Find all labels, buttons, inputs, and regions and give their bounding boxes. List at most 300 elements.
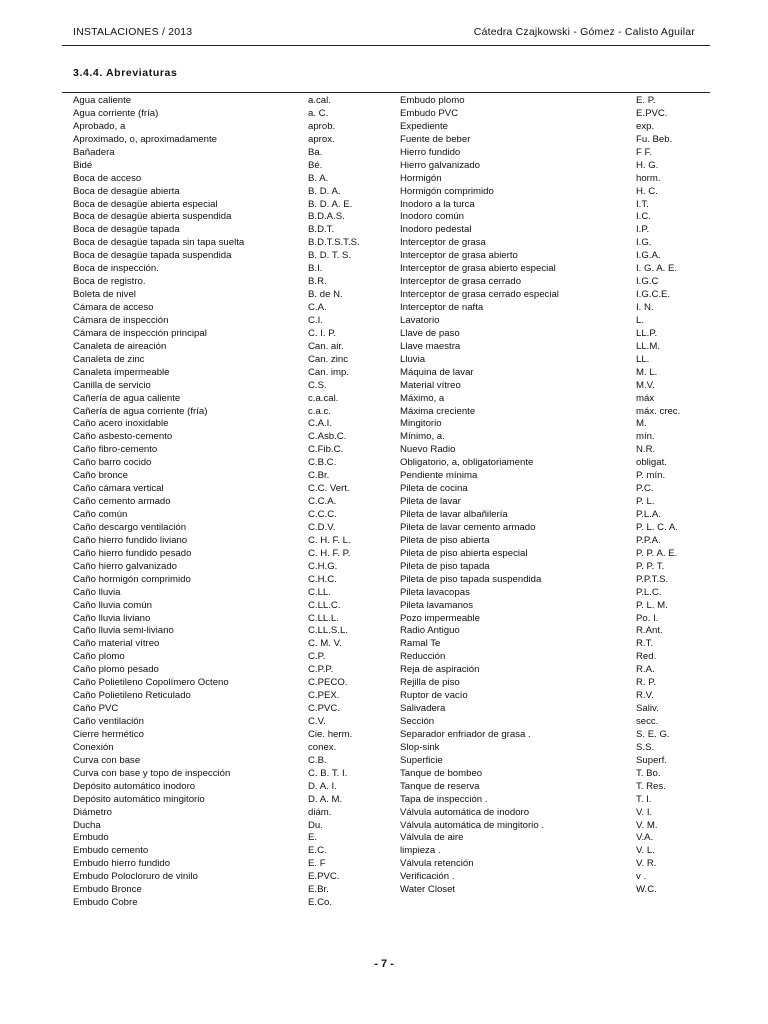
abbreviation-row	[400, 781, 700, 794]
abbreviation-code: E. F	[308, 858, 326, 870]
abbreviation-code: B.D.T.	[308, 224, 335, 236]
abbreviation-term: Caño PVC	[73, 703, 119, 715]
abbreviation-term: Máximo, a	[400, 392, 445, 404]
abbreviation-term: Caño cámara vertical	[73, 483, 164, 495]
abbreviation-term: Pileta de lavar cemento armado	[400, 521, 536, 533]
abbreviation-code: S.S.	[636, 741, 655, 753]
abbreviation-term: Canilla de servicio	[73, 379, 151, 391]
abbreviation-row	[400, 418, 700, 431]
abbreviation-row	[73, 638, 388, 651]
abbreviation-row	[73, 483, 388, 496]
abbreviation-code: V. M.	[636, 819, 658, 831]
abbreviation-row	[73, 600, 388, 613]
abbreviation-code: C.LL.L.	[308, 612, 339, 624]
abbreviation-code: C. M. V.	[308, 638, 342, 650]
abbreviation-row	[400, 276, 700, 289]
abbreviation-code: C. H. F. P.	[308, 547, 351, 559]
abbreviation-term: Inodoro a la turca	[400, 198, 475, 210]
abbreviation-row	[400, 108, 700, 121]
abbreviation-term: Cámara de inspección	[73, 314, 169, 326]
abbreviation-term: Caño ventilación	[73, 716, 144, 727]
abbreviation-code: F F.	[636, 146, 652, 158]
abbreviation-term: limpieza .	[400, 845, 441, 857]
abbreviation-term: Mingitorio	[400, 418, 442, 430]
abbreviation-term: Separador enfriador de grasa .	[400, 728, 531, 740]
abbreviation-row	[400, 600, 700, 613]
abbreviation-term: Reducción	[400, 651, 446, 663]
abbreviation-row	[73, 173, 388, 186]
abbreviation-code: E. P.	[636, 95, 656, 106]
abbreviation-row	[400, 548, 700, 561]
abbreviation-row	[73, 406, 388, 419]
abbreviation-term: Pileta de lavar albañilería	[400, 509, 508, 520]
abbreviation-row	[73, 341, 388, 354]
abbreviation-code: C.LL.C.	[308, 599, 341, 611]
abbreviation-row	[400, 871, 700, 884]
abbreviation-row	[400, 677, 700, 690]
abbreviation-row	[400, 380, 700, 393]
abbreviation-code: B.I.	[308, 263, 323, 275]
abbreviation-term: Radio Antiguo	[400, 625, 460, 637]
abbreviations-column-left	[73, 95, 388, 910]
abbreviation-code: C.P.	[308, 651, 326, 663]
abbreviation-term: Boca de desagüe abierta suspendida	[73, 211, 232, 223]
abbreviation-code: B.R.	[308, 276, 327, 288]
abbreviation-term: Reja de aspiración	[400, 664, 480, 676]
abbreviation-code: B. D. A. E.	[308, 198, 353, 210]
abbreviation-code: C.C.A.	[308, 496, 337, 508]
abbreviation-term: Caño hierro galvanizado	[73, 560, 177, 572]
abbreviation-term: Caño Polietileno Reticulado	[73, 690, 191, 702]
abbreviation-code: B.D.T.S.T.S.	[308, 237, 360, 249]
abbreviation-code: Cie. herm.	[308, 728, 353, 740]
abbreviation-code: I.G.	[636, 237, 652, 249]
abbreviation-row	[400, 884, 700, 897]
abbreviation-code: M.V.	[636, 379, 655, 391]
abbreviation-term: Slop-sink	[400, 741, 440, 753]
section-rule	[62, 92, 710, 93]
abbreviation-row	[73, 548, 388, 561]
abbreviation-code: C.Fib.C.	[308, 444, 344, 456]
abbreviation-term: Diámetro	[73, 806, 112, 818]
abbreviation-code: máx	[636, 392, 655, 404]
abbreviation-row	[73, 224, 388, 237]
abbreviation-row	[73, 625, 388, 638]
abbreviation-term: Tanque de bombeo	[400, 767, 483, 779]
abbreviation-row	[73, 768, 388, 781]
abbreviation-row	[400, 832, 700, 845]
abbreviation-term: Interceptor de grasa	[400, 237, 486, 249]
abbreviation-code: L.	[636, 314, 645, 326]
abbreviation-code: V. L.	[636, 845, 655, 857]
abbreviation-term: Embudo PVC	[400, 107, 459, 119]
abbreviation-term: Pileta de piso abierta especial	[400, 547, 528, 559]
abbreviation-code: B.D.A.S.	[308, 211, 345, 223]
abbreviation-row	[73, 729, 388, 742]
abbreviation-code: C.P.P.	[308, 664, 334, 676]
abbreviation-code: T. Res.	[636, 780, 666, 792]
abbreviation-code: M. L.	[636, 366, 658, 378]
abbreviation-term: Agua caliente	[73, 95, 132, 106]
abbreviation-code: E.PVC.	[308, 871, 340, 883]
abbreviation-term: Válvula de aire	[400, 832, 464, 844]
abbreviation-row	[73, 211, 388, 224]
abbreviation-row	[73, 121, 388, 134]
abbreviation-code: V. R.	[636, 858, 657, 870]
abbreviation-row	[400, 755, 700, 768]
abbreviation-term: Interceptor de grasa abierto	[400, 250, 518, 262]
abbreviation-row	[73, 574, 388, 587]
abbreviation-code: Superf.	[636, 754, 667, 766]
abbreviation-term: Interceptor de grasa cerrado	[400, 276, 522, 288]
abbreviation-row	[400, 224, 700, 237]
abbreviation-code: P. L.	[636, 496, 655, 508]
abbreviation-row	[73, 134, 388, 147]
abbreviation-code: C.Asb.C.	[308, 431, 347, 443]
abbreviation-row	[73, 315, 388, 328]
abbreviation-row	[400, 742, 700, 755]
abbreviation-term: Verificación .	[400, 871, 455, 883]
abbreviation-term: Lavatorio	[400, 314, 440, 326]
abbreviation-code: N.R.	[636, 444, 656, 456]
abbreviation-term: Pileta de cocina	[400, 483, 468, 495]
abbreviation-row	[73, 897, 388, 910]
abbreviation-row	[400, 703, 700, 716]
abbreviation-code: LL.	[636, 353, 650, 365]
abbreviation-row	[73, 781, 388, 794]
abbreviation-term: Water Closet	[400, 884, 456, 896]
abbreviation-term: Inodoro pedestal	[400, 224, 472, 236]
abbreviation-row	[73, 457, 388, 470]
abbreviation-row	[400, 367, 700, 380]
abbreviation-row	[400, 211, 700, 224]
abbreviation-term: Caño barro cocido	[73, 457, 152, 469]
abbreviation-code: C.S.	[308, 379, 327, 391]
abbreviation-code: C.B.C.	[308, 457, 337, 469]
abbreviation-code: P. mín.	[636, 470, 666, 482]
abbreviation-term: Pileta de lavar	[400, 496, 461, 508]
abbreviation-term: Embudo plomo	[400, 95, 465, 106]
abbreviation-term: Caño lluvia	[73, 586, 121, 598]
abbreviation-code: H. G.	[636, 159, 659, 171]
abbreviation-row	[400, 574, 700, 587]
abbreviation-code: C.Br.	[308, 470, 330, 482]
abbreviation-term: Caño Polietileno Copolímero Octeno	[73, 677, 229, 689]
abbreviation-term: Caño común	[73, 509, 128, 520]
abbreviation-code: a. C.	[308, 107, 329, 119]
abbreviation-row	[400, 729, 700, 742]
abbreviation-code: T. Bo.	[636, 767, 661, 779]
abbreviation-term: Boca de acceso	[73, 172, 142, 184]
abbreviation-term: Depósito automático mingitorio	[73, 793, 205, 805]
abbreviation-term: Pileta lavamanos	[400, 599, 474, 611]
header-rule	[62, 45, 710, 46]
abbreviation-code: W.C.	[636, 884, 657, 896]
abbreviation-row	[400, 820, 700, 833]
abbreviation-code: v .	[636, 871, 647, 883]
abbreviation-code: Saliv.	[636, 703, 659, 715]
abbreviation-row	[73, 160, 388, 173]
abbreviation-code: P. P. A. E.	[636, 547, 678, 559]
abbreviation-row	[73, 354, 388, 367]
abbreviation-term: Caño fibro-cemento	[73, 444, 158, 456]
abbreviation-code: P. P. T.	[636, 560, 665, 572]
abbreviation-term: Caño descargo ventilación	[73, 521, 187, 533]
abbreviation-term: Caño lluvia liviano	[73, 612, 151, 624]
abbreviation-term: Válvula automática de inodoro	[400, 806, 530, 818]
abbreviation-code: C.H.G.	[308, 560, 338, 572]
abbreviation-term: Caño plomo	[73, 651, 125, 663]
abbreviation-term: Hormigón	[400, 172, 442, 184]
abbreviation-code: I.G.A.	[636, 250, 661, 262]
abbreviation-code: C.LL.S.L.	[308, 625, 348, 637]
abbreviation-row	[400, 341, 700, 354]
abbreviation-term: Caño cemento armado	[73, 496, 171, 508]
abbreviation-term: Boca de registro.	[73, 276, 146, 288]
abbreviation-term: Boca de desagüe tapada	[73, 224, 180, 236]
abbreviation-row	[73, 380, 388, 393]
abbreviation-row	[400, 587, 700, 600]
abbreviation-code: Can. zinc	[308, 353, 348, 365]
abbreviation-code: Red.	[636, 651, 657, 663]
abbreviation-row	[400, 431, 700, 444]
abbreviation-row	[73, 431, 388, 444]
abbreviation-row	[73, 496, 388, 509]
abbreviation-row	[400, 651, 700, 664]
abbreviation-row	[73, 147, 388, 160]
abbreviation-code: C.A.I.	[308, 418, 332, 430]
abbreviation-code: I. G. A. E.	[636, 263, 678, 275]
abbreviation-row	[400, 186, 700, 199]
abbreviation-term: Pozo impermeable	[400, 612, 480, 624]
abbreviation-term: Caño hierro fundido liviano	[73, 534, 188, 546]
abbreviation-term: Pendiente mínima	[400, 470, 478, 482]
abbreviation-row	[400, 509, 700, 522]
abbreviation-code: R.Ant.	[636, 625, 663, 637]
abbreviation-code: mín.	[636, 431, 655, 443]
abbreviation-row	[73, 716, 388, 729]
abbreviation-code: C.V.	[308, 716, 326, 727]
abbreviation-row	[73, 664, 388, 677]
abbreviation-code: secc.	[636, 716, 659, 727]
abbreviation-term: Máquina de lavar	[400, 366, 474, 378]
abbreviation-row	[400, 561, 700, 574]
abbreviation-row	[400, 625, 700, 638]
abbreviation-row	[400, 807, 700, 820]
abbreviation-row	[73, 651, 388, 664]
abbreviation-term: Interceptor de grasa cerrado especial	[400, 289, 559, 301]
abbreviation-code: P. L. M.	[636, 599, 668, 611]
abbreviation-code: B. de N.	[308, 289, 343, 301]
abbreviation-row	[400, 121, 700, 134]
abbreviation-row	[400, 237, 700, 250]
abbreviation-code: Bé.	[308, 159, 323, 171]
abbreviation-term: Interceptor de grasa abierto especial	[400, 263, 556, 275]
abbreviation-term: Ramal Te	[400, 638, 441, 650]
abbreviation-term: Hormigón comprimido	[400, 185, 494, 197]
abbreviation-term: Curva con base y topo de inspección	[73, 767, 231, 779]
abbreviation-row	[73, 328, 388, 341]
abbreviation-term: Cañería de agua caliente	[73, 392, 181, 404]
abbreviation-term: Cámara de acceso	[73, 302, 154, 313]
abbreviation-term: Salivadera	[400, 703, 446, 715]
abbreviation-code: exp.	[636, 120, 655, 132]
abbreviation-code: E.PVC.	[636, 107, 668, 119]
abbreviation-row	[73, 871, 388, 884]
abbreviation-row	[73, 807, 388, 820]
abbreviation-code: máx. crec.	[636, 405, 681, 417]
abbreviation-term: Pileta lavacopas	[400, 586, 470, 598]
abbreviation-row	[73, 418, 388, 431]
abbreviation-term: Llave maestra	[400, 340, 461, 352]
abbreviation-term: Mínimo, a.	[400, 431, 445, 443]
abbreviation-term: Canaleta de zinc	[73, 353, 145, 365]
abbreviation-code: P. L. C. A.	[636, 521, 678, 533]
abbreviation-code: R.V.	[636, 690, 654, 702]
abbreviation-term: Interceptor de nafta	[400, 302, 484, 313]
abbreviation-row	[400, 664, 700, 677]
abbreviation-code: I.G.C.E.	[636, 289, 671, 301]
page-header	[73, 26, 695, 44]
abbreviation-term: Tanque de reserva	[400, 780, 480, 792]
abbreviation-row	[73, 509, 388, 522]
abbreviation-code: obligat.	[636, 457, 667, 469]
abbreviation-term: Válvula retención	[400, 858, 474, 870]
abbreviation-code: diám.	[308, 806, 332, 818]
abbreviation-code: I.T.	[636, 198, 649, 210]
abbreviation-code: C.PECO.	[308, 677, 348, 689]
abbreviation-row	[73, 276, 388, 289]
abbreviation-code: P.P.A.	[636, 534, 661, 546]
abbreviation-term: Aproximado, o, aproximadamente	[73, 133, 217, 145]
abbreviation-term: Rejilla de piso	[400, 677, 460, 689]
abbreviation-term: Embudo hierro fundido	[73, 858, 171, 870]
abbreviation-row	[73, 677, 388, 690]
abbreviation-code: B. D. T. S.	[308, 250, 352, 262]
abbreviation-term: Lluvia	[400, 353, 426, 365]
abbreviation-code: B. A.	[308, 172, 329, 184]
abbreviation-term: Máxima creciente	[400, 405, 476, 417]
abbreviation-row	[73, 367, 388, 380]
abbreviation-row	[400, 457, 700, 470]
abbreviation-term: Bidé	[73, 159, 93, 171]
abbreviation-row	[73, 832, 388, 845]
abbreviation-row	[73, 613, 388, 626]
abbreviation-code: E.	[308, 832, 318, 844]
abbreviation-term: Caño acero inoxidable	[73, 418, 169, 430]
abbreviation-row	[400, 690, 700, 703]
abbreviation-code: C. H. F. L.	[308, 534, 351, 546]
abbreviation-term: Depósito automático inodoro	[73, 780, 196, 792]
abbreviation-row	[400, 95, 700, 108]
abbreviation-code: C.C.C.	[308, 509, 337, 520]
abbreviation-code: T. I.	[636, 793, 652, 805]
abbreviations-column-right	[400, 95, 700, 897]
abbreviation-term: Obligatorio, a, obligatoriamente	[400, 457, 534, 469]
abbreviation-code: C.I.	[308, 314, 323, 326]
abbreviation-row	[400, 134, 700, 147]
abbreviation-code: I.P.	[636, 224, 650, 236]
abbreviation-term: Pileta de piso tapada suspendida	[400, 573, 542, 585]
abbreviation-term: Boca de desagüe abierta	[73, 185, 180, 197]
abbreviation-row	[73, 263, 388, 276]
abbreviation-code: P.C.	[636, 483, 654, 495]
abbreviation-code: aprob.	[308, 120, 336, 132]
abbreviation-term: Pileta de piso tapada	[400, 560, 490, 572]
abbreviation-term: Embudo Bronce	[73, 884, 142, 896]
abbreviation-code: I.C.	[636, 211, 651, 223]
abbreviation-term: Caño material vítreo	[73, 638, 160, 650]
abbreviation-code: C. I. P.	[308, 327, 337, 339]
abbreviation-row	[400, 613, 700, 626]
abbreviation-code: Can. imp.	[308, 366, 350, 378]
abbreviation-row	[400, 173, 700, 186]
abbreviation-row	[73, 444, 388, 457]
abbreviation-term: Curva con base	[73, 754, 141, 766]
abbreviation-row	[73, 237, 388, 250]
abbreviation-code: a.cal.	[308, 95, 331, 106]
abbreviation-term: Bañadera	[73, 146, 115, 158]
abbreviation-term: Llave de paso	[400, 327, 460, 339]
abbreviation-code: C.D.V.	[308, 521, 336, 533]
abbreviation-term: Nuevo Radio	[400, 444, 456, 456]
abbreviation-row	[73, 393, 388, 406]
abbreviation-code: V.A.	[636, 832, 654, 844]
abbreviation-row	[400, 444, 700, 457]
abbreviation-code: Du.	[308, 819, 323, 831]
abbreviation-row	[73, 884, 388, 897]
header-course-title: INSTALACIONES / 2013	[73, 26, 193, 38]
abbreviation-row	[400, 483, 700, 496]
abbreviation-term: Caño asbesto-cemento	[73, 431, 173, 443]
abbreviation-term: Cañería de agua corriente (fría)	[73, 405, 208, 417]
abbreviation-term: Ducha	[73, 819, 101, 831]
abbreviation-term: Canaleta de aireación	[73, 340, 167, 352]
abbreviation-code: c.a.c.	[308, 405, 331, 417]
abbreviation-row	[400, 328, 700, 341]
abbreviation-row	[73, 742, 388, 755]
abbreviation-term: Embudo Polocloruro de vinilo	[73, 871, 198, 883]
abbreviation-code: I.G.C	[636, 276, 659, 288]
section-title: 3.4.4. Abreviaturas	[73, 67, 178, 79]
abbreviation-term: Caño lluvia semi-liviano	[73, 625, 174, 637]
abbreviation-row	[400, 638, 700, 651]
abbreviation-row	[400, 354, 700, 367]
abbreviation-term: Aprobado, a	[73, 120, 126, 132]
abbreviation-row	[73, 858, 388, 871]
header-authors: Cátedra Czajkowski - Gómez - Calisto Aguilar	[473, 26, 695, 38]
abbreviation-row	[400, 302, 700, 315]
abbreviation-term: Hierro galvanizado	[400, 159, 480, 171]
abbreviation-term: Válvula automática de mingitorio .	[400, 819, 544, 831]
abbreviation-term: Caño bronce	[73, 470, 128, 482]
abbreviation-row	[73, 186, 388, 199]
abbreviation-row	[400, 263, 700, 276]
abbreviation-code: E.Co.	[308, 897, 332, 909]
abbreviation-code: conex.	[308, 741, 337, 753]
abbreviation-code: LL.M.	[636, 340, 660, 352]
page-number: - 7 -	[374, 958, 394, 970]
abbreviation-code: aprox.	[308, 133, 335, 145]
abbreviation-code: H. C.	[636, 185, 658, 197]
abbreviation-row	[73, 561, 388, 574]
abbreviation-term: Expediente	[400, 120, 449, 132]
abbreviation-code: I. N.	[636, 302, 654, 313]
abbreviation-row	[73, 845, 388, 858]
abbreviation-row	[73, 522, 388, 535]
abbreviation-row	[400, 794, 700, 807]
abbreviation-term: Cámara de inspección principal	[73, 327, 207, 339]
